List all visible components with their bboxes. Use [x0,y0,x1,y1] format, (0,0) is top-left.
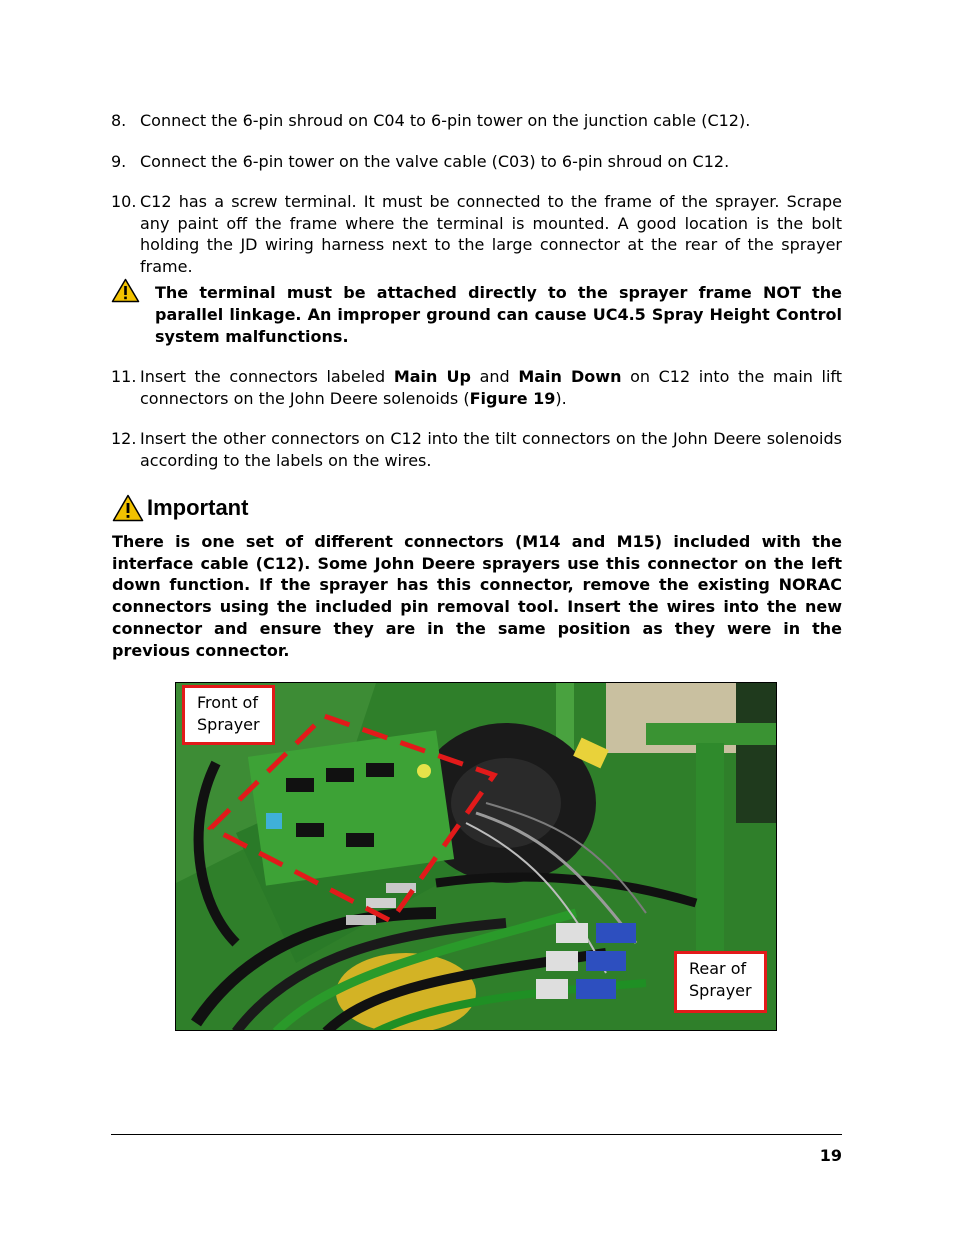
callout-rear-of-sprayer: Rear of Sprayer [674,951,767,1013]
step-11 [111,366,842,409]
step-text: Insert the connectors labeled Main Up and Main Down on C12 into the main lift connectors on the John Deere solenoids (Figure 19). [140,367,843,408]
step-12 [111,428,842,471]
step-text: Insert the other connectors on C12 into the tilt connectors on the John Deere solenoids according to the labels on the wires. [140,429,842,470]
step-9 [111,151,842,173]
step-number: 9. [111,152,127,171]
important-heading: Important [147,495,249,520]
step-number: 8. [111,111,127,130]
figure-reference: Figure 19 [469,388,556,408]
warning-text: The terminal must be attached directly to the sprayer frame NOT the parallel linkage. An improper ground can cause UC4.5 Spray Height Control system malfunctions. [155,283,842,346]
warning-icon [111,278,140,303]
step-text: C12 has a screw terminal. It must be connected to the frame of the sprayer. Scrape any paint off the frame where the terminal is mounted. A good location is the bolt holding the JD wiring harness next to the large connector at the rear of the sprayer frame. [140,192,842,276]
callout-front-of-sprayer: Front of Sprayer [182,685,275,745]
step-10 [111,191,842,277]
figure-19-photo [175,682,777,1031]
footer-rule [111,1134,842,1135]
warning-icon [112,494,144,522]
step-8 [111,110,842,132]
step-text: Connect the 6-pin shroud on C04 to 6-pin tower on the junction cable (C12). [140,111,751,130]
step-number: 10. [111,192,137,211]
step-number: 12. [111,429,137,448]
important-text: There is one set of different connectors (M14 and M15) included with the interface cable (C12). Some John Deere sprayers use this connector on the left down function. If the sprayer has this connector, remove the existing NORAC connectors using the included pin removal tool. Insert the wires into the new connector and ensure they are in the same position as they were in the previous connector. [112,532,842,660]
step-text: Connect the 6-pin tower on the valve cable (C03) to 6-pin shroud on C12. [140,152,730,171]
label-main-down: Main Down [518,367,622,386]
label-main-up: Main Up [393,367,471,386]
step-number: 11. [111,367,137,386]
page-number: 19 [819,1146,842,1165]
